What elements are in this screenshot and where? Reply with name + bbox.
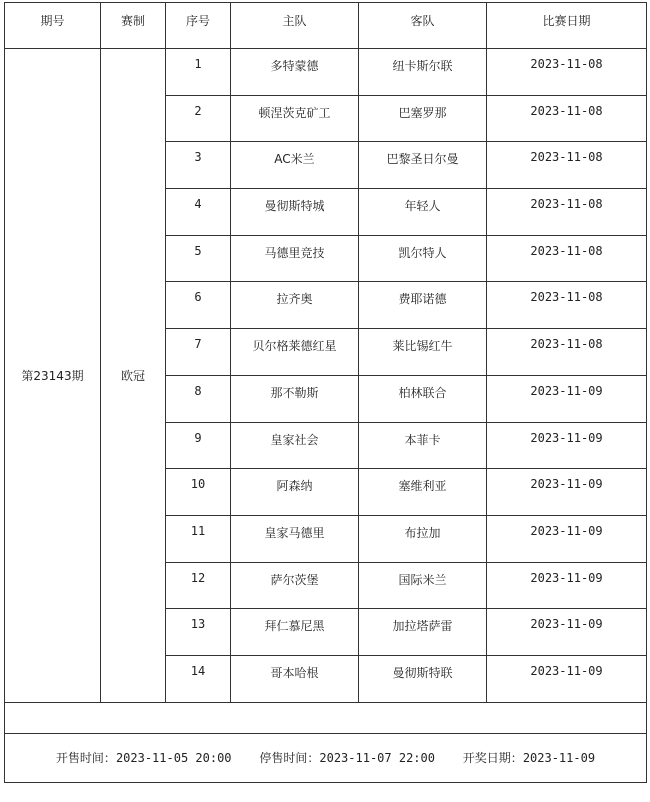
draw-date-value: 2023-11-09 — [522, 751, 596, 766]
away-team-cell: 加拉塔萨雷 — [359, 609, 487, 656]
seq-cell: 7 — [166, 329, 231, 376]
away-team-cell: 年轻人 — [359, 189, 487, 236]
seq-cell: 1 — [166, 49, 231, 96]
seq-cell: 14 — [166, 655, 231, 702]
home-team-cell: AC米兰 — [231, 142, 359, 189]
match-date-cell: 2023-11-08 — [487, 329, 647, 376]
competition-cell: 欧冠 — [101, 49, 166, 703]
match-body — [5, 49, 647, 703]
footer-row — [5, 733, 647, 782]
spacer-row — [5, 702, 647, 733]
match-schedule-table — [4, 2, 647, 783]
seq-cell: 12 — [166, 562, 231, 609]
sale-start-value: 2023-11-05 20:00 — [115, 751, 232, 766]
home-team-cell: 多特蒙德 — [231, 49, 359, 96]
home-team-cell: 曼彻斯特城 — [231, 189, 359, 236]
home-team-cell: 萨尔茨堡 — [231, 562, 359, 609]
header-seq: 序号 — [166, 3, 231, 49]
seq-cell: 3 — [166, 142, 231, 189]
home-team-cell: 拜仁慕尼黑 — [231, 609, 359, 656]
away-team-cell: 本菲卡 — [359, 422, 487, 469]
seq-cell: 9 — [166, 422, 231, 469]
home-team-cell: 贝尔格莱德红星 — [231, 329, 359, 376]
away-team-cell: 曼彻斯特联 — [359, 655, 487, 702]
match-row — [5, 49, 647, 96]
away-team-cell: 巴塞罗那 — [359, 95, 487, 142]
match-date-cell: 2023-11-09 — [487, 609, 647, 656]
sale-start — [56, 749, 232, 766]
seq-cell: 11 — [166, 515, 231, 562]
seq-cell: 6 — [166, 282, 231, 329]
away-team-cell: 纽卡斯尔联 — [359, 49, 487, 96]
match-date-cell: 2023-11-09 — [487, 562, 647, 609]
header-issue: 期号 — [5, 3, 101, 49]
home-team-cell: 拉齐奥 — [231, 282, 359, 329]
header-away: 客队 — [359, 3, 487, 49]
match-date-cell: 2023-11-08 — [487, 189, 647, 236]
match-date-cell: 2023-11-08 — [487, 235, 647, 282]
seq-cell: 2 — [166, 95, 231, 142]
seq-cell: 13 — [166, 609, 231, 656]
header-competition: 赛制 — [101, 3, 166, 49]
match-date-cell: 2023-11-09 — [487, 515, 647, 562]
home-team-cell: 马德里竞技 — [231, 235, 359, 282]
away-team-cell: 国际米兰 — [359, 562, 487, 609]
match-date-cell: 2023-11-09 — [487, 375, 647, 422]
draw-date — [463, 749, 595, 766]
footer-cell — [5, 733, 647, 782]
home-team-cell: 皇家社会 — [231, 422, 359, 469]
seq-cell: 10 — [166, 469, 231, 516]
match-date-cell: 2023-11-09 — [487, 655, 647, 702]
draw-date-label: 开奖日期： — [462, 751, 523, 766]
sale-stop-label: 停售时间： — [259, 751, 320, 766]
match-date-cell: 2023-11-08 — [487, 49, 647, 96]
away-team-cell: 柏林联合 — [359, 375, 487, 422]
spacer-cell — [5, 702, 647, 733]
away-team-cell: 凯尔特人 — [359, 235, 487, 282]
match-date-cell: 2023-11-09 — [487, 422, 647, 469]
home-team-cell: 顿涅茨克矿工 — [231, 95, 359, 142]
header-row — [5, 3, 647, 49]
home-team-cell: 哥本哈根 — [231, 655, 359, 702]
issue-cell: 第23143期 — [5, 49, 101, 703]
seq-cell: 5 — [166, 235, 231, 282]
home-team-cell: 皇家马德里 — [231, 515, 359, 562]
away-team-cell: 塞维利亚 — [359, 469, 487, 516]
match-date-cell: 2023-11-08 — [487, 142, 647, 189]
lottery-schedule-sheet — [4, 2, 646, 799]
away-team-cell: 莱比锡红牛 — [359, 329, 487, 376]
match-date-cell: 2023-11-09 — [487, 469, 647, 516]
header-date: 比赛日期 — [487, 3, 647, 49]
seq-cell: 8 — [166, 375, 231, 422]
sale-start-label: 开售时间： — [55, 751, 116, 766]
home-team-cell: 阿森纳 — [231, 469, 359, 516]
away-team-cell: 巴黎圣日尔曼 — [359, 142, 487, 189]
seq-cell: 4 — [166, 189, 231, 236]
header-home: 主队 — [231, 3, 359, 49]
away-team-cell: 费耶诺德 — [359, 282, 487, 329]
sale-stop-value: 2023-11-07 22:00 — [319, 751, 435, 766]
home-team-cell: 那不勒斯 — [231, 375, 359, 422]
match-date-cell: 2023-11-08 — [487, 95, 647, 142]
away-team-cell: 布拉加 — [359, 515, 487, 562]
sale-stop — [259, 749, 435, 766]
match-date-cell: 2023-11-08 — [487, 282, 647, 329]
